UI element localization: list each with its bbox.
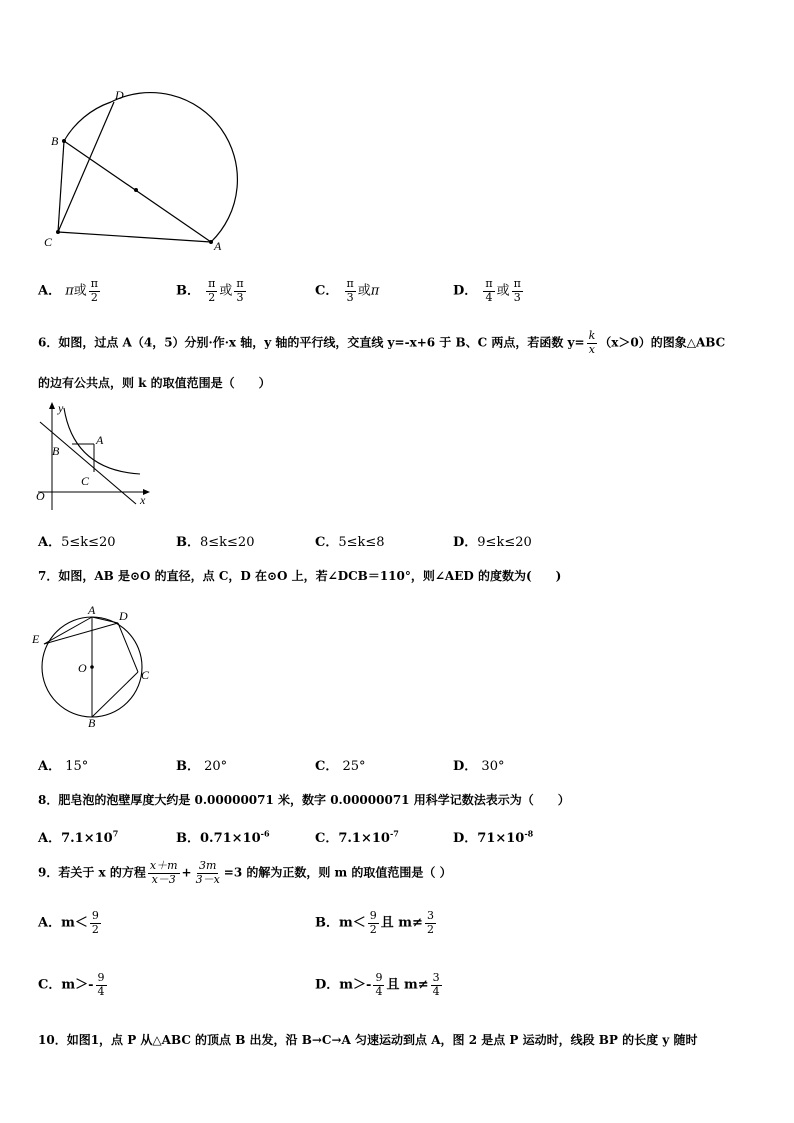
segment-cb xyxy=(92,672,138,717)
q7-option-a[interactable]: A． 15° xyxy=(38,759,89,774)
segment-ea xyxy=(44,617,92,644)
q8-option-c[interactable]: C．$7.1\times 10^{-7}$ xyxy=(315,828,399,846)
fraction: $\frac{\pi}{3}$ xyxy=(513,277,521,304)
fraction: $\frac{\pi}{3}$ xyxy=(236,277,244,304)
label-b: B xyxy=(52,444,60,458)
q9-option-c[interactable]: C．m＞- $\frac{9}{4}$ xyxy=(38,971,105,998)
q9-stem: 9．若关于 x 的方程 $\frac{x+m}{x-3}$ + $\frac{3m}{3-x}$ =3 的解为正数，则 m 的取值范围是（ ） xyxy=(38,859,452,886)
q7-option-d[interactable]: D． 30° xyxy=(453,759,505,774)
q5-option-b[interactable]: B． $\frac{\pi}{2}$ 或 $\frac{\pi}{3}$ xyxy=(176,277,244,304)
option-letter: A． xyxy=(38,283,62,299)
segment-ca xyxy=(58,232,211,242)
label-d: D xyxy=(119,609,128,623)
label-c: C xyxy=(44,235,53,249)
figure-q6-graph xyxy=(34,400,152,512)
fraction: $\frac{x+m}{x-3}$ xyxy=(149,859,178,886)
label-d: D xyxy=(115,88,124,102)
q7-option-b[interactable]: B． 20° xyxy=(176,759,228,774)
fraction-k-over-x: $\frac{k}{x}$ xyxy=(588,329,596,356)
figure-q7-circle xyxy=(30,600,160,732)
label-e: E xyxy=(32,632,40,646)
q9-option-d[interactable]: D．m＞- $\frac{9}{4}$ 且 m≠ $\frac{3}{4}$ xyxy=(315,971,440,998)
label-c: C xyxy=(141,668,150,682)
q5-option-c[interactable]: C． $\frac{\pi}{3}$ 或π xyxy=(315,277,380,304)
label-o: O xyxy=(36,489,45,503)
fraction: $\frac{3m}{3-x}$ xyxy=(195,859,220,886)
q6-option-a[interactable]: A．5≤k≤20 xyxy=(38,535,116,550)
option-letter: D． xyxy=(453,283,478,299)
fraction: $\frac{\pi}{4}$ xyxy=(485,277,493,304)
q7-stem: 7．如图，AB 是⊙O 的直径，点 C，D 在⊙O 上，若∠DCB＝110°，则∠AED 的度数为( ) xyxy=(38,569,562,583)
option-letter: C． xyxy=(315,283,339,299)
fraction: $\frac{3}{2}$ xyxy=(426,909,434,936)
fraction: $\frac{\pi}{2}$ xyxy=(208,277,216,304)
fraction: $\frac{3}{4}$ xyxy=(432,971,440,998)
q6-option-d[interactable]: D．9≤k≤20 xyxy=(453,535,532,550)
label-x: x xyxy=(140,493,146,507)
q5-option-d[interactable]: D． $\frac{\pi}{4}$ 或 $\frac{\pi}{3}$ xyxy=(453,277,521,304)
q8-option-a[interactable]: A．$7.1\times 10^7$ xyxy=(38,828,119,846)
segment-ba xyxy=(64,141,211,242)
segment-cb xyxy=(58,141,64,232)
label-a: A xyxy=(88,603,96,617)
arc-segment xyxy=(64,102,111,141)
fraction: $\frac{9}{4}$ xyxy=(375,971,383,998)
fraction: $\frac{9}{2}$ xyxy=(369,909,377,936)
q9-option-b[interactable]: B．m＜ $\frac{9}{2}$ 且 m≠ $\frac{3}{2}$ xyxy=(315,909,434,936)
q6-stem-line1: 6．如图，过点 A（4，5）分别·作·x 轴，y 轴的平行线，交直线 y=-x+6 于 B、C 两点，若函数 y= $\frac{k}{x}$ （x＞0）的图象△ABC xyxy=(38,329,726,356)
q9-option-a[interactable]: A．m＜ $\frac{9}{2}$ xyxy=(38,909,99,936)
q6-stem-line2: 的边有公共点，则 k 的取值范围是（ ） xyxy=(38,376,271,390)
label-b: B xyxy=(88,716,96,730)
q6-option-c[interactable]: C．5≤k≤8 xyxy=(315,535,385,550)
label-o: O xyxy=(78,661,87,675)
segment-ad xyxy=(92,617,118,623)
center-point xyxy=(90,665,94,669)
label-b: B xyxy=(51,134,59,148)
label-a: A xyxy=(214,239,222,253)
fraction: $\frac{9}{2}$ xyxy=(91,909,99,936)
q6-option-b[interactable]: B．8≤k≤20 xyxy=(176,535,255,550)
q8-stem: 8．肥皂泡的泡壁厚度大约是 0.00000071 米，数字 0.00000071 用科学记数法表示为（ ） xyxy=(38,793,570,807)
label-c: C xyxy=(81,474,90,488)
fraction: $\frac{9}{4}$ xyxy=(97,971,105,998)
fraction: $\frac{\pi}{3}$ xyxy=(346,277,354,304)
segment-cd xyxy=(58,102,114,232)
option-letter: B． xyxy=(176,283,200,299)
q8-option-b[interactable]: B．$0.71\times 10^{-6}$ xyxy=(176,828,270,846)
figure-semicircle xyxy=(30,80,240,260)
q5-option-a[interactable]: A． π或 $\frac{\pi}{2}$ xyxy=(38,277,99,304)
label-a: A xyxy=(96,433,104,447)
fraction: $\frac{\pi}{2}$ xyxy=(90,277,99,304)
segment-dc xyxy=(118,623,138,672)
q7-option-c[interactable]: C． 25° xyxy=(315,759,366,774)
center-point xyxy=(134,188,138,192)
label-y: y xyxy=(58,401,64,415)
semicircle-arc xyxy=(111,93,237,242)
q10-stem: 10．如图1，点 P 从△ABC 的顶点 B 出发，沿 B→C→A 匀速运动到点 A，图 2 是点 P 运动时，线段 BP 的长度 y 随时 xyxy=(38,1033,698,1047)
q8-option-d[interactable]: D．$71\times 10^{-8}$ xyxy=(453,828,534,846)
